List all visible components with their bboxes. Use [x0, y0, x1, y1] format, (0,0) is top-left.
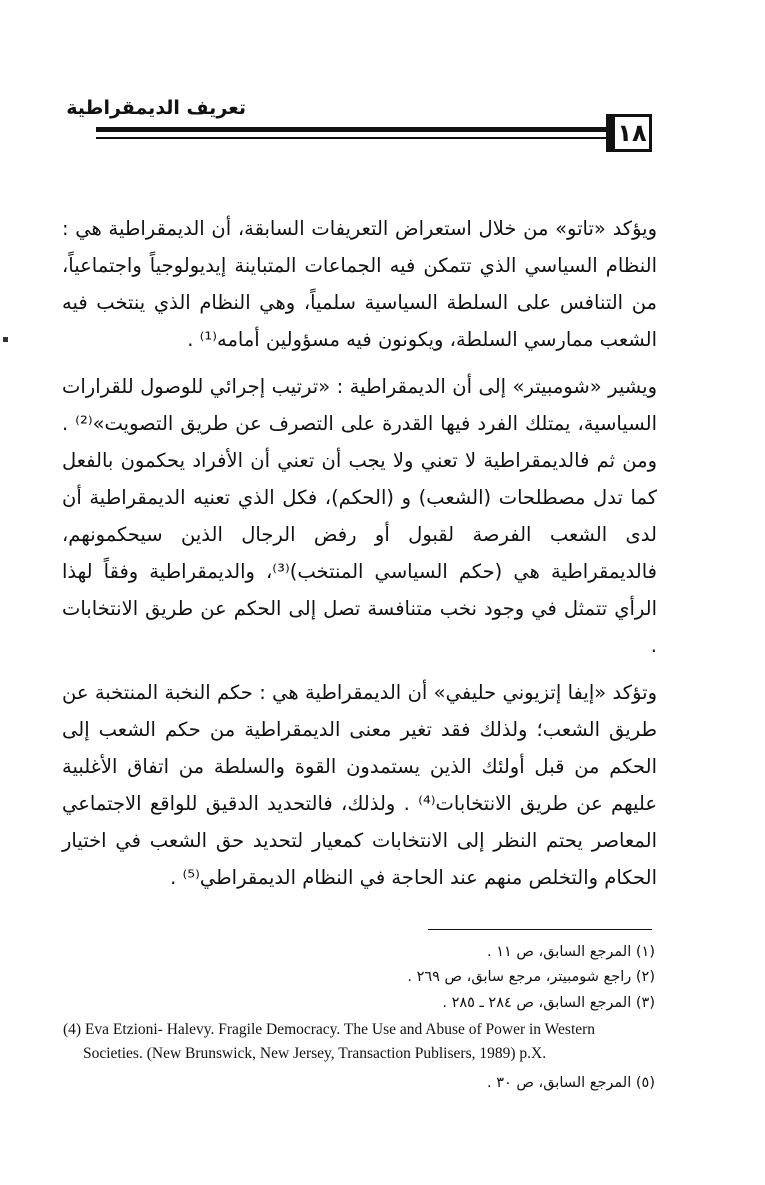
- footnote-rule: [428, 929, 652, 930]
- paragraph-1: ويؤكد «تاتو» من خلال استعراض التعريفات السابقة، أن الديمقراطية هي : النظام السياسي الذي تتمكن فيه الجماعات المتباينة إيديولوجياً واجتماعياً، من التنافس على السلطة السياسية سلمياً، وهي النظام الذي ينتخب فيه الشعب ممارسي السلطة، ويكونون فيه مسؤولين أمامه⁽¹⁾ .: [62, 217, 657, 351]
- footnote-4-line-1: (4) Eva Etzioni- Halevy. Fragile Democracy. The Use and Abuse of Power in Western: [63, 1021, 596, 1038]
- footnote-1: (١) المرجع السابق، ص ١١ .: [486, 944, 655, 960]
- footnote-2: (٢) راجع شومبيتر، مرجع سابق، ص ٢٦٩ .: [407, 969, 655, 985]
- body-text: [62, 210, 657, 906]
- scan-mark: [3, 337, 8, 342]
- footnote-3: (٣) المرجع السابق، ص ٢٨٤ ـ ٢٨٥ .: [442, 995, 655, 1011]
- footnote-4: [63, 1018, 658, 1066]
- footnote-5: (٥) المرجع السابق، ص ٣٠ .: [486, 1075, 655, 1091]
- page-number: ١٨: [606, 114, 652, 152]
- header-rule-thin: [96, 137, 606, 139]
- header-rule-thick: [96, 127, 606, 132]
- running-header-title: تعريف الديمقراطية: [66, 97, 246, 119]
- paragraph-3: وتؤكد «إيفا إتزيوني حليفي» أن الديمقراطية هي : حكم النخبة المنتخبة عن طريق الشعب؛ ولذلك فقد تغير معنى الديمقراطية من حكم الشعب إلى الحكم من قبل أولئك الذين يستمدون القوة والسلطة من اتفاق الأغلبية عليهم عن طريق الانتخابات⁽⁴⁾ . ولذلك، فالتحديد الدقيق للواقع الاجتماعي المعاصر يحتم النظر إلى الانتخابات كمعيار لتحديد حق الشعب في اختيار الحكام والتخلص منهم عند الحاجة في النظام الديمقراطي⁽⁵⁾ .: [62, 681, 657, 889]
- paragraph-2: ويشير «شومبيتر» إلى أن الديمقراطية : «ترتيب إجرائي للوصول للقرارات السياسية، يمتلك الفرد فيها القدرة على التصرف عن طريق التصويت»⁽²⁾ . ومن ثم فالديمقراطية لا تعني ولا يجب أن تعني أن الأفراد يحكمون بالفعل كما تدل مصطلحات (الشعب) و (الحكم)، فكل الذي تعنيه الديمقراطية أن لدى الشعب الفرصة لقبول أو رفض الرجال الذين سيحكمونهم، فالديمقراطية هي (حكم السياسي المنتخب)⁽³⁾، والديمقراطية وفقاً لهذا الرأي تتمثل في وجود نخب متنافسة تصل إلى الحكم عن طريق الانتخابات .: [62, 375, 658, 657]
- footnote-4-line-2: Societies. (New Brunswick, New Jersey, Transaction Publisers, 1989) p.X.: [83, 1045, 547, 1062]
